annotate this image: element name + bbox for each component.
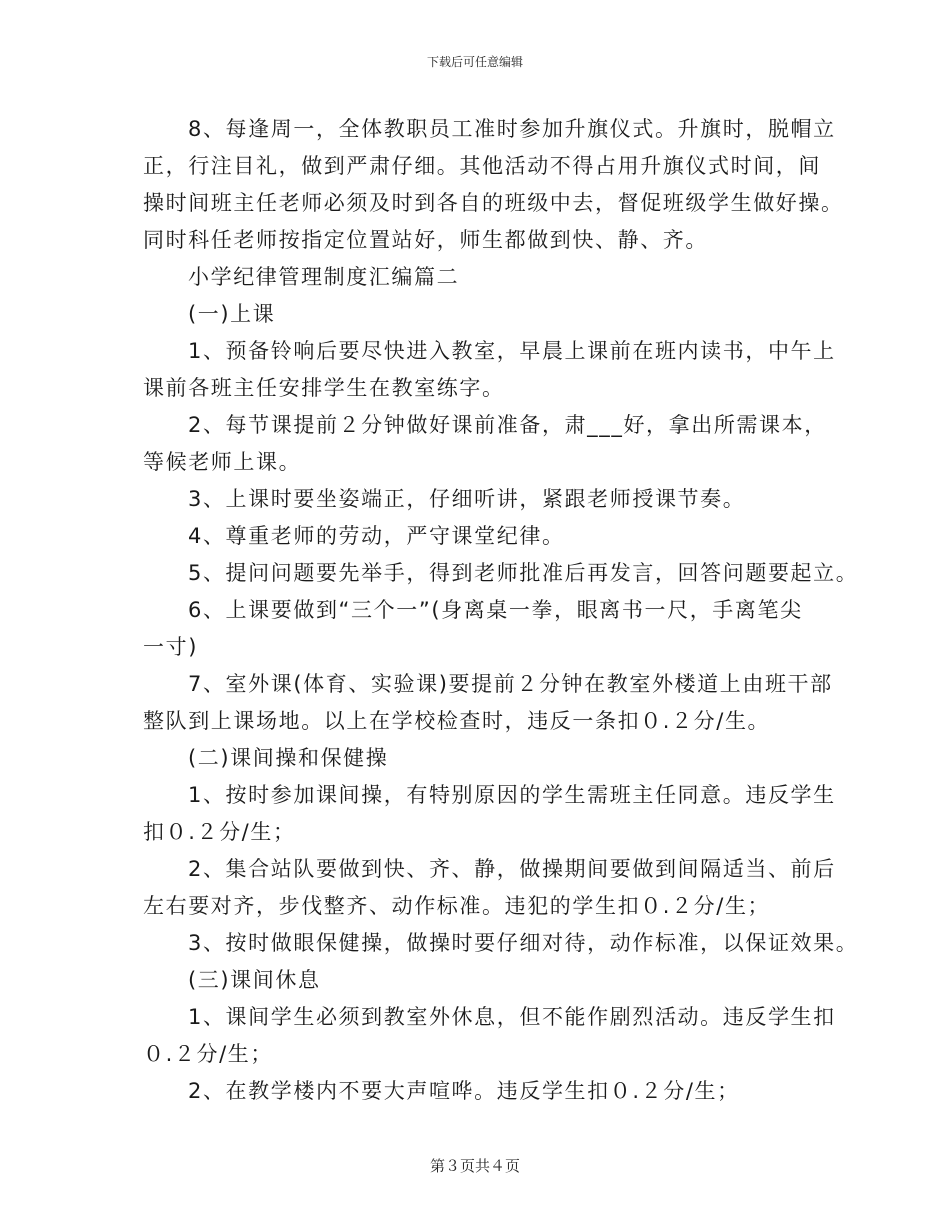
paragraph-line: 2、每节课提前２分钟做好课前准备，肃___好，拿出所需课本， xyxy=(188,413,827,437)
paragraph-line: 2、在教学楼内不要大声喧哗。违反学生扣０.２分/生； xyxy=(188,1079,740,1103)
paragraph-line: 5、提问问题要先举手，得到老师批准后再发言，回答问题要起立。 xyxy=(188,561,859,585)
section-heading: (三)课间休息 xyxy=(188,968,321,992)
paragraph-line: 左右要对齐，步伐整齐、动作标准。违犯的学生扣０.２分/生； xyxy=(143,894,771,918)
paragraph-line: 同时科任老师按指定位置站好，师生都做到快、静、齐。 xyxy=(143,228,708,252)
paragraph-line: 课前各班主任安排学生在教室练字。 xyxy=(143,376,505,400)
paragraph-line: 扣０.２分/生； xyxy=(143,820,296,844)
paragraph-line: 操时间班主任老师必须及时到各自的班级中去，督促班级学生做好操。 xyxy=(143,191,844,215)
paragraph-line: ０.２分/生； xyxy=(143,1042,273,1066)
paragraph-line: 3、上课时要坐姿端正，仔细听讲，紧跟老师授课节奏。 xyxy=(188,487,746,511)
section-heading: 小学纪律管理制度汇编篇二 xyxy=(188,265,460,289)
paragraph-line: 7、室外课(体育、实验课)要提前２分钟在教室外楼道上由班干部 xyxy=(188,672,833,696)
section-heading: (二)课间操和保健操 xyxy=(188,746,389,770)
paragraph-line: 6、上课要做到“三个一”(身离桌一拳，眼离书一尺，手离笔尖 xyxy=(188,598,803,622)
paragraph-line: 1、预备铃响后要尽快进入教室，早晨上课前在班内读书，中午上 xyxy=(188,339,836,363)
paragraph-line: 8、每逢周一，全体教职员工准时参加升旗仪式。升旗时，脱帽立 xyxy=(188,117,836,141)
paragraph-line: 整队到上课场地。以上在学校检查时，违反一条扣０.２分/生。 xyxy=(143,709,771,733)
paragraph-line: 1、课间学生必须到教室外休息，但不能作剧烈活动。违反学生扣 xyxy=(188,1005,836,1029)
paragraph-line: 3、按时做眼保健操，做操时要仔细对待，动作标准，以保证效果。 xyxy=(188,931,859,955)
page-header: 下载后可任意编辑 xyxy=(426,55,523,69)
paragraph-line: 1、按时参加课间操，有特别原因的学生需班主任同意。违反学生 xyxy=(188,783,836,807)
paragraph-line: 正，行注目礼，做到严肃仔细。其他活动不得占用升旗仪式时间，间 xyxy=(143,154,821,178)
paragraph-line: 等候老师上课。 xyxy=(143,450,302,474)
section-heading: (一)上课 xyxy=(188,302,276,326)
paragraph-line: 一寸) xyxy=(143,635,198,659)
paragraph-line: 2、集合站队要做到快、齐、静，做操期间要做到间隔适当、前后 xyxy=(188,857,836,881)
paragraph-line: 4、尊重老师的劳动，严守课堂纪律。 xyxy=(188,524,565,548)
page-footer: 第３页共４页 xyxy=(429,1157,520,1175)
